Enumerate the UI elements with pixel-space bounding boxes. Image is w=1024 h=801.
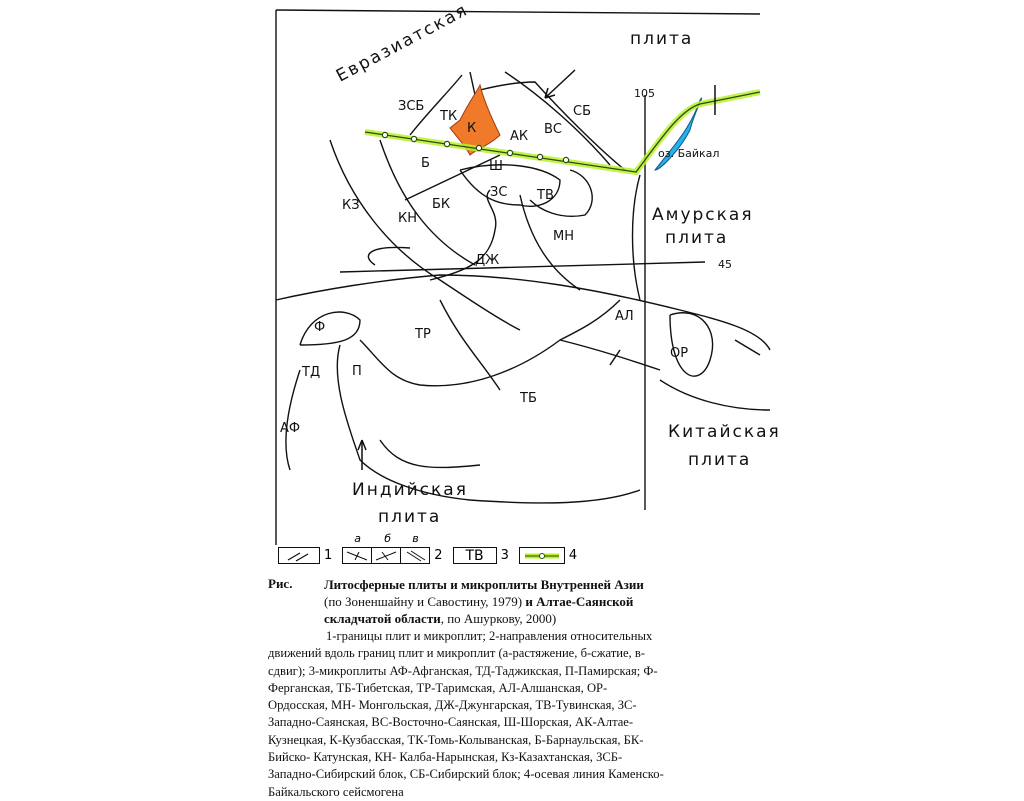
caption-title-bold-2: и Алтае-Саянской складчатой области xyxy=(324,594,634,626)
label-dzh: ДЖ xyxy=(475,253,500,268)
india-plate-label-2: плита xyxy=(378,507,442,527)
eurasian-plate-label: Евразиатская xyxy=(332,0,472,87)
parallel-label: 45 xyxy=(718,258,732,271)
label-al: АЛ xyxy=(615,309,634,324)
label-bk: БК xyxy=(432,197,451,212)
label-p: П xyxy=(352,364,362,379)
label-af: АФ xyxy=(280,421,301,436)
legend-num-1: 1 xyxy=(324,548,333,563)
label-tk: ТК xyxy=(440,109,458,124)
caption-title-plain-1: (по Зоненшайну и Савостину, 1979) xyxy=(324,594,523,609)
caption-prefix: Рис. xyxy=(268,576,293,591)
legend-num-2: 2 xyxy=(434,548,443,563)
label-tr: ТР xyxy=(415,327,431,342)
label-kz: КЗ xyxy=(342,198,360,213)
label-k: К xyxy=(467,121,477,136)
caption-title xyxy=(324,576,664,627)
legend-sub-a: а xyxy=(354,532,362,545)
meridian-label: 105 xyxy=(634,87,655,100)
legend-sub-v: в xyxy=(412,532,419,545)
label-or: ОР xyxy=(670,346,689,361)
label-f: Ф xyxy=(314,320,326,335)
map-legend xyxy=(278,532,578,564)
label-td: ТД xyxy=(302,365,321,380)
legend-axis-symbol xyxy=(519,547,565,564)
china-plate-label-2: плита xyxy=(688,450,752,470)
label-tb: ТБ xyxy=(520,391,537,406)
china-plate-label: Китайская xyxy=(668,422,781,442)
legend-num-3: 3 xyxy=(500,548,509,563)
legend-num-4: 4 xyxy=(568,548,578,563)
label-tv: ТВ xyxy=(537,188,554,203)
label-vs: ВС xyxy=(544,122,562,137)
amur-plate-label-2: плита xyxy=(665,228,729,248)
baikal-label: оз. Байкал xyxy=(658,147,720,160)
label-zsb: ЗСБ xyxy=(398,99,425,114)
legend-movement-symbols xyxy=(342,532,430,564)
caption-title-bold-1: Литосферные плиты и микроплиты Внутренней Азии xyxy=(324,577,644,592)
amur-plate-label: Амурская xyxy=(652,205,754,225)
label-zs: ЗС xyxy=(490,185,508,200)
india-plate-label: Индийская xyxy=(352,480,468,500)
label-ak: АК xyxy=(510,129,529,144)
label-mn: МН xyxy=(553,229,574,244)
legend-boundary-symbol xyxy=(278,547,320,564)
caption-title-plain-2: , по Ашуркову, 2000) xyxy=(440,611,557,626)
eurasian-plate-label-2: плита xyxy=(630,29,694,49)
legend-sub-b: б xyxy=(384,532,392,545)
legend-microplate-symbol: ТВ xyxy=(453,547,497,564)
label-b: Б xyxy=(421,156,430,171)
caption-body: 1-границы плит и микроплит; 2-направления относительных движений вдоль границ плит и микроплит (а-растяжение, б-сжатие, в- сдвиг); 3-микроплиты АФ-Афганская, ТД-Таджикская, П-Памирская; Ф-Ферганская, ТБ-Тибетская, ТР-Таримская, АЛ-Алшанская, ОР- Ордосская, МН- Монгольская, ДЖ-Джунгарская, ТВ-Тувинская, ЗС-Западно-Саянская, ВС-Восточно-Саянская, Ш-Шорская, АК-Алтае-Кузнецкая, К-Кузбасская, ТК-Томь-Колыванская, Б-Барнаульская, БК-Бийско- Катунская, КН- Калба-Нарынская, Кз-Казахтанская, ЗСБ-Западно-Сибирский блок, СБ-Сибирский блок; 4-осевая линия Каменско-Байкальского сейсмогена xyxy=(268,629,664,799)
label-kn: КН xyxy=(398,211,418,226)
label-sh: Ш xyxy=(489,159,503,174)
label-sb: СБ xyxy=(573,104,591,119)
